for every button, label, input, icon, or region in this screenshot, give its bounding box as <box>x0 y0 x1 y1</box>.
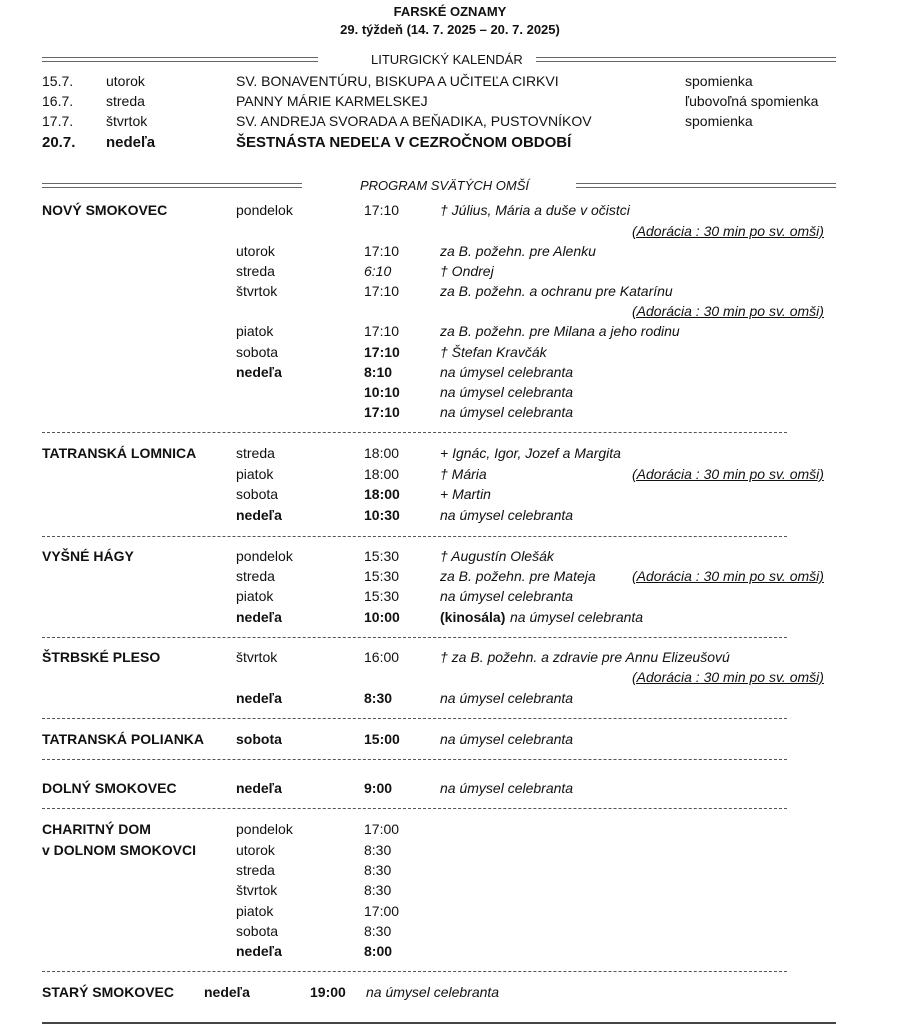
mass-row <box>0 566 900 586</box>
mass-day: nedeľa <box>236 780 282 796</box>
place-name: CHARITNÝ DOM <box>42 821 151 837</box>
mass-day: piatok <box>236 588 274 604</box>
mass-day: streda <box>236 568 275 584</box>
mass-row <box>0 688 900 708</box>
adoration-row <box>0 667 900 687</box>
mass-row <box>0 586 900 606</box>
mass-time: 17:10 <box>364 404 400 420</box>
week-subtitle: 29. týždeň (14. 7. 2025 – 20. 7. 2025) <box>340 22 560 37</box>
calendar-date: 15.7. <box>42 73 74 89</box>
mass-row <box>0 443 900 463</box>
place-name: VYŠNÉ HÁGY <box>42 548 134 564</box>
mass-time: 18:00 <box>364 486 400 502</box>
adoration-note: (Adorácia : 30 min po sv. omši) <box>632 303 824 319</box>
calendar-feast: SV. BONAVENTÚRU, BISKUPA A UČITEĽA CIRKVI <box>236 73 559 89</box>
mass-row <box>0 647 900 667</box>
mass-day: pondelok <box>236 821 293 837</box>
mass-intention: na úmysel celebranta <box>440 780 574 796</box>
mass-row <box>0 840 900 860</box>
mass-time: 16:00 <box>364 649 400 665</box>
mass-day: piatok <box>236 323 274 339</box>
mass-time: 10:30 <box>364 507 400 523</box>
mass-time: 17:10 <box>364 283 400 299</box>
program-section-heading <box>42 179 836 193</box>
program-heading-label: PROGRAM SVÄTÝCH OMŠÍ <box>360 178 530 193</box>
dashed-divider <box>42 759 787 760</box>
calendar-day: štvrtok <box>106 113 148 129</box>
mass-intention: za B. požehn. a ochranu pre Katarínu <box>440 283 673 299</box>
mass-intention: za B. požehn. pre Alenku <box>440 243 596 259</box>
mass-intention: na úmysel celebranta <box>440 588 574 604</box>
adoration-row <box>0 221 900 241</box>
mass-row <box>0 607 900 627</box>
place-name: STARÝ SMOKOVEC <box>42 984 174 1000</box>
dashed-divider <box>42 718 787 719</box>
mass-day: nedeľa <box>236 507 282 523</box>
calendar-feast: ŠESTNÁSTA NEDEĽA V CEZROČNOM OBDOBÍ <box>236 134 572 151</box>
mass-day: piatok <box>236 466 274 482</box>
calendar-date: 17.7. <box>42 113 74 129</box>
mass-day: štvrtok <box>236 283 278 299</box>
mass-time: 8:10 <box>364 364 393 380</box>
mass-row <box>0 200 900 220</box>
mass-day: nedeľa <box>204 984 250 1000</box>
place-name: TATRANSKÁ POLIANKA <box>42 731 205 747</box>
mass-row <box>0 281 900 301</box>
mass-day: pondelok <box>236 548 293 564</box>
mass-day: utorok <box>236 842 275 858</box>
mass-time: 8:30 <box>364 923 392 939</box>
dashed-divider <box>42 536 787 537</box>
mass-time: 8:30 <box>364 842 392 858</box>
mass-row <box>0 819 900 839</box>
adoration-note: (Adorácia : 30 min po sv. omši) <box>632 223 824 239</box>
place-name: NOVÝ SMOKOVEC <box>42 202 168 218</box>
dashed-divider <box>42 808 787 809</box>
calendar-heading-label: LITURGICKÝ KALENDÁR <box>371 52 523 67</box>
mass-time: 15:30 <box>364 588 400 604</box>
mass-row <box>0 901 900 921</box>
mass-row <box>0 261 900 281</box>
calendar-rank: ľubovoľná spomienka <box>685 93 819 109</box>
mass-row <box>0 241 900 261</box>
calendar-section-heading <box>42 53 836 67</box>
mass-day: piatok <box>236 903 274 919</box>
mass-day: nedeľa <box>236 364 282 380</box>
adoration-note: (Adorácia : 30 min po sv. omši) <box>632 466 824 482</box>
mass-time: 10:10 <box>364 384 400 400</box>
heading-rule-left <box>42 57 318 62</box>
dashed-divider <box>42 432 787 433</box>
calendar-day: nedeľa <box>106 134 156 151</box>
mass-intention: † Augustín Olešák <box>440 548 554 564</box>
mass-row <box>0 505 900 525</box>
mass-time: 10:00 <box>364 609 400 625</box>
calendar-day: streda <box>106 93 145 109</box>
mass-row <box>0 778 900 798</box>
mass-day: štvrtok <box>236 649 278 665</box>
place-name-line2: v DOLNOM SMOKOVCI <box>42 842 197 858</box>
dashed-divider <box>42 971 787 972</box>
mass-intention: na úmysel celebranta <box>510 609 644 625</box>
mass-intention: + Ignác, Igor, Jozef a Margita <box>440 445 621 461</box>
calendar-row-sunday <box>0 133 900 153</box>
mass-row <box>0 546 900 566</box>
mass-day: sobota <box>236 923 279 939</box>
adoration-row <box>0 301 900 321</box>
mass-time: 8:00 <box>364 943 393 959</box>
heading-rule-right <box>536 57 836 62</box>
mass-time: 17:10 <box>364 344 400 360</box>
mass-day: streda <box>236 263 275 279</box>
mass-time: 17:10 <box>364 323 400 339</box>
mass-intention: na úmysel celebranta <box>366 984 500 1000</box>
calendar-date: 20.7. <box>42 134 76 151</box>
page-end-rule <box>42 1022 836 1024</box>
calendar-rank: spomienka <box>685 113 753 129</box>
mass-row <box>0 941 900 961</box>
mass-day: nedeľa <box>236 690 282 706</box>
calendar-row <box>0 91 900 111</box>
calendar-date: 16.7. <box>42 93 74 109</box>
mass-time: 17:00 <box>364 821 400 837</box>
mass-day: nedeľa <box>236 609 282 625</box>
mass-time: 15:00 <box>364 731 400 747</box>
mass-intention: + Martin <box>440 486 491 502</box>
mass-row <box>0 402 900 422</box>
heading-rule-left <box>42 183 302 188</box>
calendar-row <box>0 71 900 91</box>
mass-row <box>0 362 900 382</box>
mass-time: 17:10 <box>364 202 400 218</box>
adoration-note: (Adorácia : 30 min po sv. omši) <box>632 669 824 685</box>
calendar-feast: SV. ANDREJA SVORADA A BEŇADIKA, PUSTOVNÍKOV <box>236 113 592 129</box>
place-name: ŠTRBSKÉ PLESO <box>42 649 161 665</box>
mass-intention: na úmysel celebranta <box>440 731 574 747</box>
place-name: DOLNÝ SMOKOVEC <box>42 780 177 796</box>
mass-intention: † za B. požehn. a zdravie pre Annu Elizeušovú <box>440 649 730 665</box>
page-title: FARSKÉ OZNAMY <box>393 4 507 19</box>
mass-time: 6:10 <box>364 263 392 279</box>
mass-venue: (kinosála) <box>440 609 506 625</box>
mass-day: streda <box>236 445 275 461</box>
mass-row <box>0 342 900 362</box>
mass-row <box>0 880 900 900</box>
mass-day: sobota <box>236 486 279 502</box>
mass-time: 9:00 <box>364 780 393 796</box>
mass-time: 17:10 <box>364 243 400 259</box>
mass-day: sobota <box>236 731 282 747</box>
mass-intention: † Štefan Kravčák <box>440 344 547 360</box>
mass-day: nedeľa <box>236 943 282 959</box>
mass-row <box>0 321 900 341</box>
mass-row <box>0 484 900 504</box>
heading-rule-right <box>576 183 836 188</box>
mass-time: 15:30 <box>364 568 400 584</box>
mass-day: pondelok <box>236 202 293 218</box>
mass-intention: na úmysel celebranta <box>440 507 574 523</box>
calendar-row <box>0 111 900 131</box>
mass-time: 15:30 <box>364 548 400 564</box>
mass-time: 17:00 <box>364 903 400 919</box>
place-name: TATRANSKÁ LOMNICA <box>42 445 197 461</box>
mass-intention: na úmysel celebranta <box>440 690 574 706</box>
mass-intention: na úmysel celebranta <box>440 384 574 400</box>
mass-row <box>0 921 900 941</box>
mass-time: 8:30 <box>364 690 393 706</box>
mass-intention: za B. požehn. pre Mateja <box>440 568 596 584</box>
mass-intention: † Mária <box>440 466 487 482</box>
mass-time: 18:00 <box>364 445 400 461</box>
mass-row <box>0 860 900 880</box>
mass-day: sobota <box>236 344 279 360</box>
mass-day: streda <box>236 862 275 878</box>
adoration-note: (Adorácia : 30 min po sv. omši) <box>632 568 824 584</box>
mass-intention: † Ondrej <box>440 263 494 279</box>
mass-time: 8:30 <box>364 862 392 878</box>
mass-intention: na úmysel celebranta <box>440 404 574 420</box>
mass-row <box>0 382 900 402</box>
mass-intention: za B. požehn. pre Milana a jeho rodinu <box>440 323 680 339</box>
mass-time: 8:30 <box>364 882 392 898</box>
calendar-rank: spomienka <box>685 73 753 89</box>
mass-day: štvrtok <box>236 882 278 898</box>
mass-day: utorok <box>236 243 275 259</box>
mass-intention: † Július, Mária a duše v očistci <box>440 202 630 218</box>
calendar-day: utorok <box>106 73 145 89</box>
mass-time: 19:00 <box>310 984 346 1000</box>
mass-row <box>0 982 900 1002</box>
mass-row <box>0 464 900 484</box>
mass-time: 18:00 <box>364 466 400 482</box>
dashed-divider <box>42 637 787 638</box>
calendar-feast: PANNY MÁRIE KARMELSKEJ <box>236 93 428 109</box>
mass-row <box>0 729 900 749</box>
mass-intention: na úmysel celebranta <box>440 364 574 380</box>
